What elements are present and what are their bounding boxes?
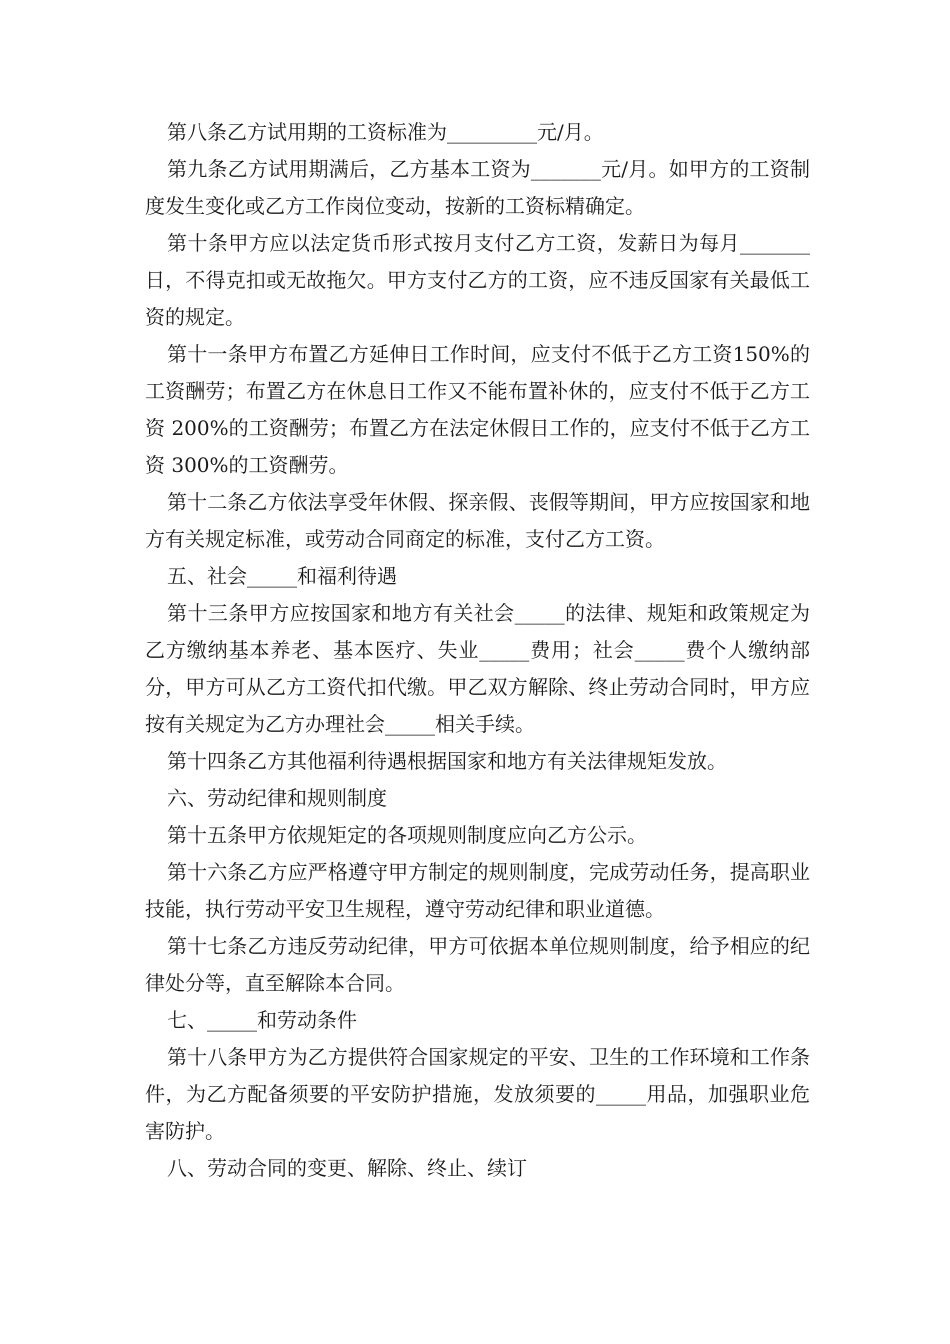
- article-17: 第十七条乙方违反劳动纪律，甲方可依据本单位规则制度，给予相应的纪律处分等，直至解除本合同。: [145, 934, 810, 995]
- document-page: [145, 114, 810, 1187]
- article-9: 第九条乙方试用期满后，乙方基本工资为_______元/月。如甲方的工资制度发生变化或乙方工作岗位变动，按新的工资标精确定。: [145, 157, 810, 218]
- article-12: 第十二条乙方依法享受年休假、探亲假、丧假等期间，甲方应按国家和地方有关规定标准，或劳动合同商定的标准，支付乙方工资。: [145, 490, 810, 551]
- article-10: 第十条甲方应以法定货币形式按月支付乙方工资，发薪日为每月_______日，不得克扣或无故拖欠。甲方支付乙方的工资，应不违反国家有关最低工资的规定。: [145, 231, 810, 329]
- article-18: 第十八条甲方为乙方提供符合国家规定的平安、卫生的工作环境和工作条件，为乙方配备须要的平安防护措施，发放须要的_____用品，加强职业危害防护。: [145, 1045, 810, 1143]
- article-13: 第十三条甲方应按国家和地方有关社会_____的法律、规矩和政策规定为乙方缴纳基本养老、基本医疗、失业_____费用；社会_____费个人缴纳部分，甲方可从乙方工资代扣代缴。甲乙双方解除、终止劳动合同时，甲方应按有关规定为乙方办理社会_____相关手续。: [145, 601, 810, 736]
- article-11: 第十一条甲方布置乙方延伸日工作时间，应支付不低于乙方工资150%的工资酬劳；布置乙方在休息日工作又不能布置补休的，应支付不低于乙方工资 200%的工资酬劳；布置乙方在法定休假日工作的，应支付不低于乙方工资 300%的工资酬劳。: [145, 342, 810, 477]
- section-5-heading: 五、社会_____和福利待遇: [167, 564, 397, 588]
- section-6-heading: 六、劳动纪律和规则制度: [167, 786, 387, 810]
- article-14: 第十四条乙方其他福利待遇根据国家和地方有关法律规矩发放。: [167, 749, 727, 773]
- section-7-heading: 七、_____和劳动条件: [167, 1008, 357, 1032]
- section-8-heading: 八、劳动合同的变更、解除、终止、续订: [167, 1156, 527, 1180]
- article-8: 第八条乙方试用期的工资标准为_________元/月。: [167, 120, 604, 144]
- article-15: 第十五条甲方依规矩定的各项规则制度应向乙方公示。: [167, 823, 647, 847]
- article-16: 第十六条乙方应严格遵守甲方制定的规则制度，完成劳动任务，提高职业技能，执行劳动平安卫生规程，遵守劳动纪律和职业道德。: [145, 860, 810, 921]
